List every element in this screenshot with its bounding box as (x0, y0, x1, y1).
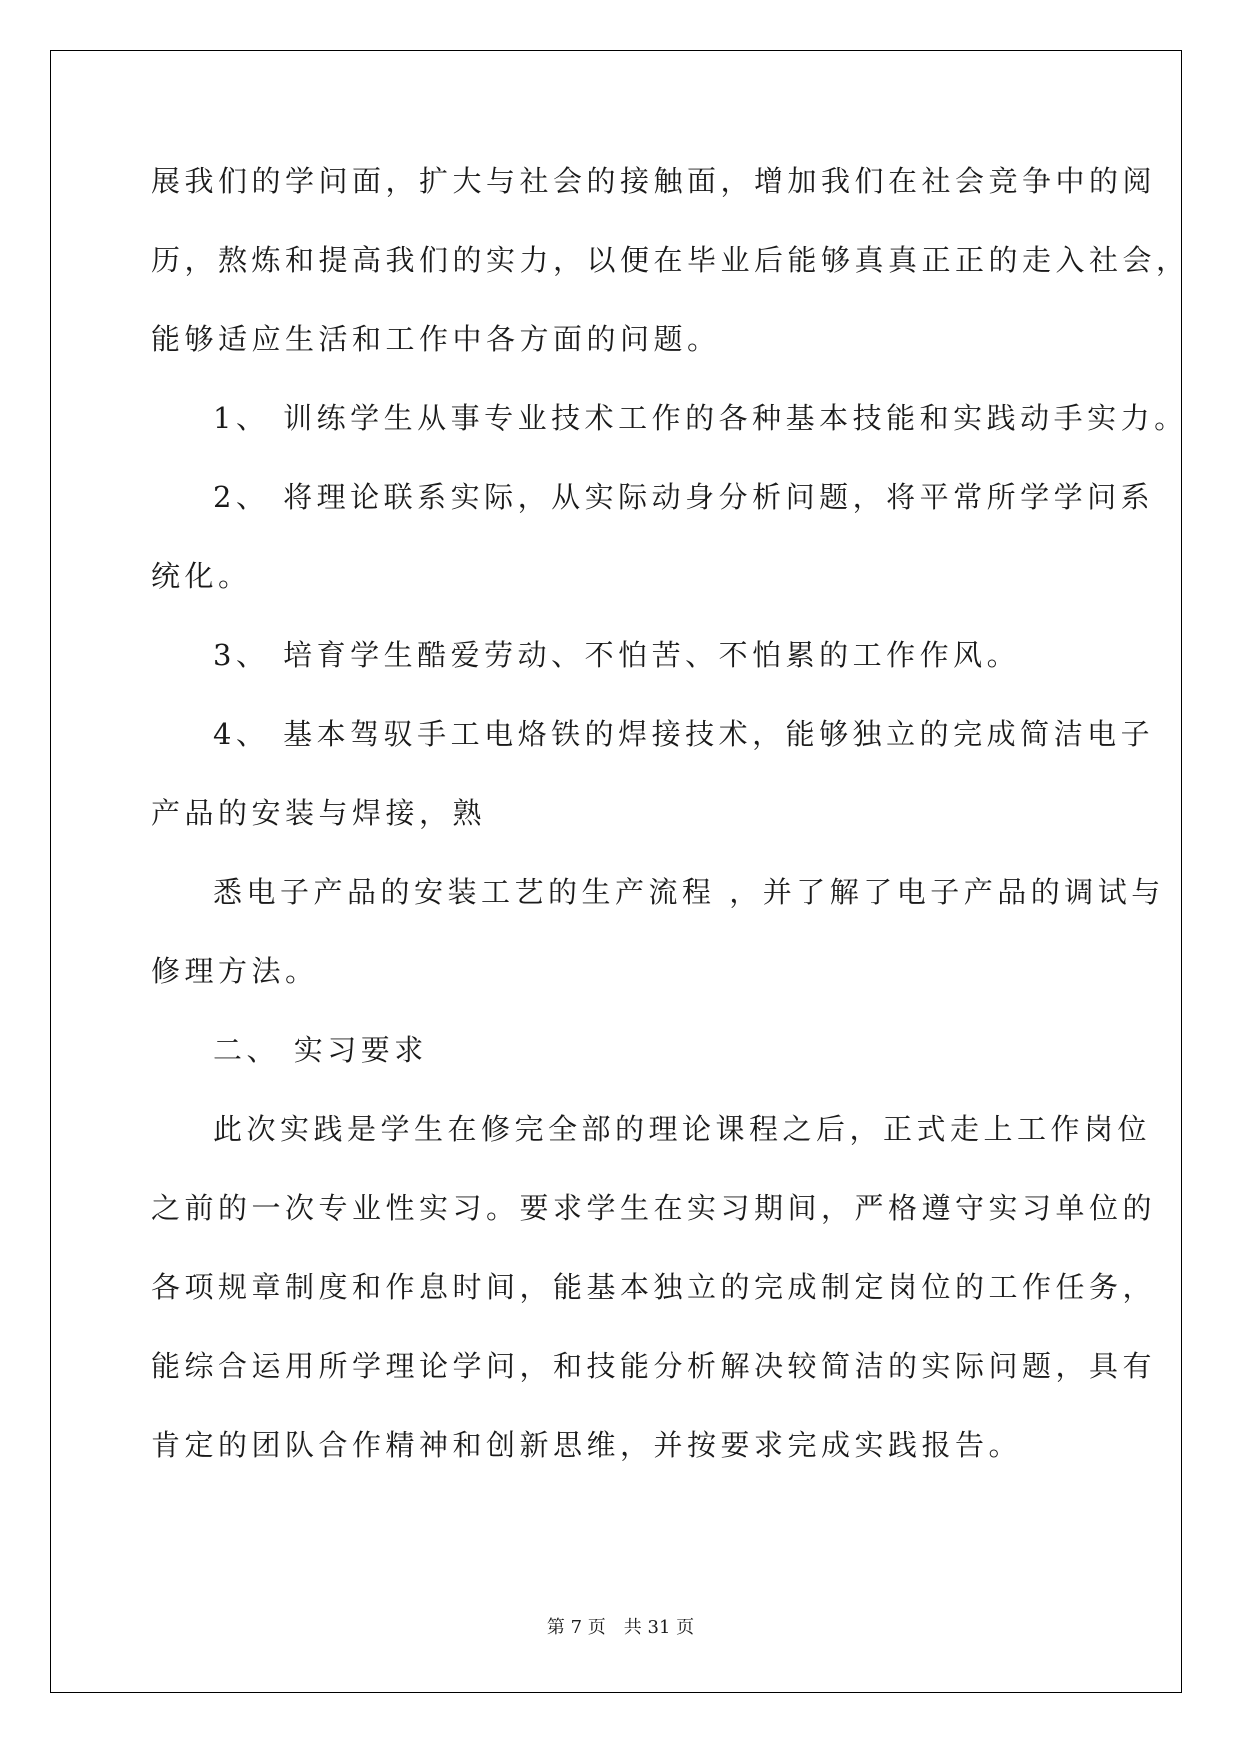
list-item-3: 3、 培育学生酷爱劳动、不怕苦、不怕累的工作作风。 (213, 638, 1021, 672)
text-line: 历，熬炼和提高我们的实力，以便在毕业后能够真真正正的走入社会， (151, 243, 1190, 277)
text-line: 能综合运用所学理论学问，和技能分析解决较简洁的实际问题，具有 (151, 1349, 1157, 1383)
text-line: 产品的安装与焊接，熟 (151, 796, 487, 830)
text-line: 统化。 (151, 559, 252, 593)
text-line: 之前的一次专业性实习。要求学生在实习期间，严格遵守实习单位的 (151, 1191, 1157, 1225)
list-item-2: 2、 将理论联系实际，从实际动身分析问题，将平常所学学问系 (213, 480, 1155, 514)
list-item-1: 1、 训练学生从事专业技术工作的各种基本技能和实践动手实力。 (213, 401, 1188, 435)
section-heading: 二、 实习要求 (213, 1033, 428, 1067)
text-line: 肯定的团队合作精神和创新思维，并按要求完成实践报告。 (151, 1428, 1023, 1462)
page-number: 第 7 页 共 31 页 (546, 1617, 695, 1638)
list-item-4: 4、 基本驾驭手工电烙铁的焊接技术，能够独立的完成简洁电子 (213, 717, 1155, 751)
paragraph-line: 此次实践是学生在修完全部的理论课程之后，正式走上工作岗位 (213, 1112, 1152, 1146)
text-line: 各项规章制度和作息时间，能基本独立的完成制定岗位的工作任务， (151, 1270, 1157, 1304)
text-line: 能够适应生活和工作中各方面的问题。 (151, 322, 721, 356)
text-line: 展我们的学问面，扩大与社会的接触面，增加我们在社会竞争中的阅 (151, 164, 1157, 198)
paragraph-line: 悉电子产品的安装工艺的生产流程 ，并了解了电子产品的调试与 (213, 875, 1165, 909)
document-body (151, 163, 1190, 1506)
text-line: 修理方法。 (151, 954, 319, 988)
